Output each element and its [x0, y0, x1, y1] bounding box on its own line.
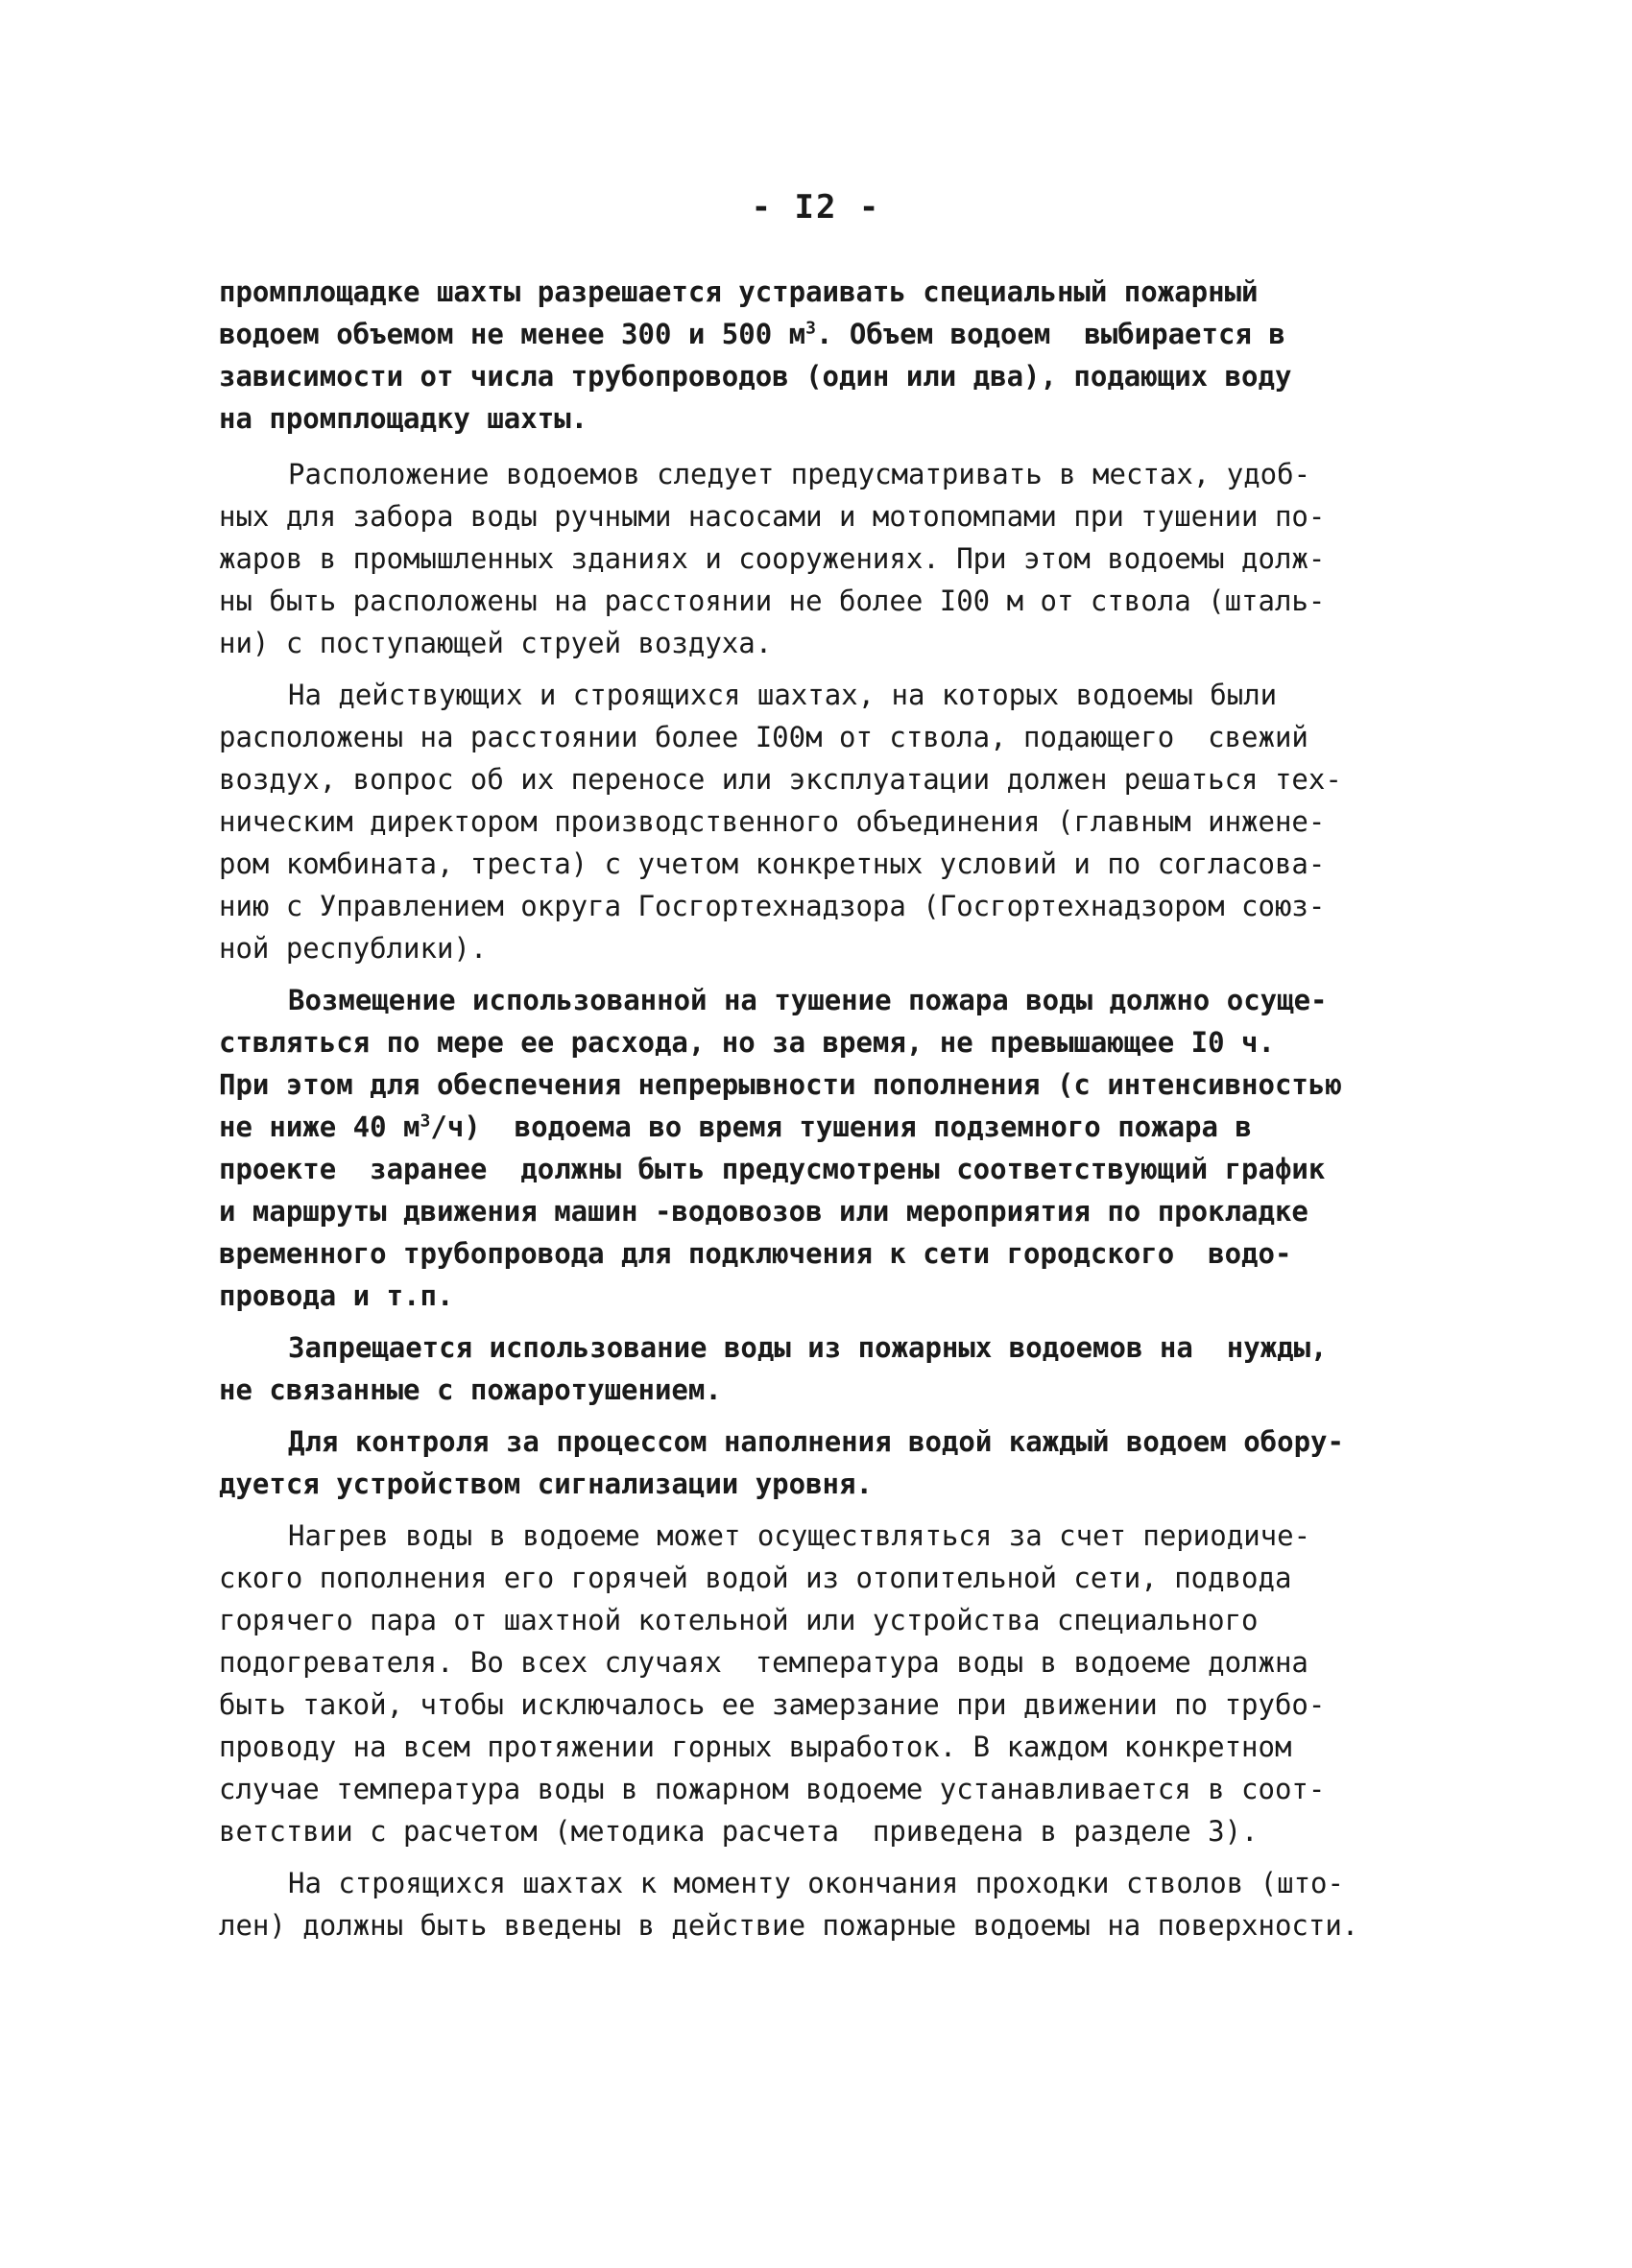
paragraph-7-line-5: быть такой, чтобы исключалось ее замерзание при движении по трубо- [219, 1688, 1326, 1721]
paragraph-4-line-4-tail: /ч) водоема во время тушения подземного пожара в [430, 1110, 1252, 1143]
document-body [219, 271, 1419, 1956]
paragraph-2-line-5: ни) с поступающей струей воздуха. [219, 627, 773, 659]
paragraph-8-line-2: лен) должны быть введены в действие пожарные водоемы на поверхности. [219, 1909, 1359, 1942]
paragraph-3-line-4: ническим директором производственного объединения (главным инжене- [219, 805, 1326, 838]
paragraph-7-line-6: проводу на всем протяжении горных выработок. В каждом конкретном [219, 1731, 1292, 1763]
paragraph-1-line-3: зависимости от числа трубопроводов (один или два), подающих воду [219, 360, 1292, 393]
paragraph-1-line-2 [219, 313, 1419, 355]
paragraph-3-line-2: расположены на расстоянии более I00м от ствола, подающего свежий [219, 721, 1308, 753]
paragraph-4-line-6: и маршруты движения машин -водовозов или мероприятия по прокладке [219, 1195, 1308, 1228]
page-number: - I2 - [751, 188, 881, 227]
paragraph-5-line-2: не связанные с пожаротушением. [219, 1373, 722, 1406]
paragraph-4-line-2: ствляться по мере ее расхода, но за время, не превышающее I0 ч. [219, 1026, 1275, 1059]
paragraph-7-line-1: Нагрев воды в водоеме может осуществляться за счет периодиче- [288, 1519, 1311, 1552]
paragraph-1-line-2-tail: . Объем водоем выбирается в [815, 318, 1285, 350]
paragraph-1-line-4: на промплощадку шахты. [219, 402, 588, 435]
paragraph-4 [219, 979, 1419, 1317]
paragraph-7-line-7: случае температура воды в пожарном водоеме устанавливается в соот- [219, 1773, 1326, 1805]
paragraph-8 [219, 1862, 1419, 1946]
paragraph-8-line-1: На строящихся шахтах к моменту окончания проходки стволов (што- [288, 1867, 1344, 1899]
paragraph-4-line-5: проекте заранее должны быть предусмотрены соответствующий график [219, 1153, 1326, 1185]
paragraph-4-line-1: Возмещение использованной на тушение пожара воды должно осуще- [288, 984, 1328, 1016]
paragraph-7 [219, 1515, 1419, 1852]
paragraph-1-line-2-text: водоем объемом не менее 300 и 500 м [219, 318, 806, 350]
paragraph-2-line-4: ны быть расположены на расстоянии не более I00 м от ствола (шталь- [219, 585, 1326, 617]
paragraph-4-line-7: временного трубопровода для подключения к сети городского водо- [219, 1237, 1292, 1270]
paragraph-5 [219, 1326, 1419, 1411]
paragraph-6 [219, 1420, 1419, 1505]
paragraph-1 [219, 271, 1419, 440]
paragraph-2-line-2: ных для забора воды ручными насосами и мотопомпами при тушении по- [219, 500, 1326, 533]
paragraph-4-line-4-text: не ниже 40 м [219, 1110, 420, 1143]
paragraph-2-line-1: Расположение водоемов следует предусматривать в местах, удоб- [288, 458, 1311, 490]
paragraph-3-line-3: воздух, вопрос об их переносе или эксплуатации должен решаться тех- [219, 763, 1342, 796]
paragraph-4-line-4 [219, 1106, 1419, 1148]
paragraph-6-line-1: Для контроля за процессом наполнения водой каждый водоем обору- [288, 1425, 1344, 1458]
paragraph-3-line-7: ной республики). [219, 932, 488, 965]
paragraph-7-line-2: ского пополнения его горячей водой из отопительной сети, подвода [219, 1562, 1292, 1594]
paragraph-1-line-1: промплощадке шахты разрешается устраивать специальный пожарный [219, 275, 1259, 308]
paragraph-3-line-1: На действующих и строящихся шахтах, на которых водоемы были [288, 679, 1278, 711]
paragraph-7-line-8: ветствии с расчетом (методика расчета приведена в разделе 3). [219, 1815, 1259, 1848]
superscript-cubic: 3 [805, 318, 816, 339]
paragraph-3-line-6: нию с Управлением округа Госгортехнадзора (Госгортехнадзором союз- [219, 890, 1326, 922]
paragraph-4-line-3: При этом для обеспечения непрерывности пополнения (с интенсивностью [219, 1068, 1342, 1101]
superscript-cubic-2: 3 [420, 1110, 431, 1132]
paragraph-2-line-3: жаров в промышленных зданиях и сооружениях. При этом водоемы долж- [219, 542, 1326, 575]
paragraph-3-line-5: ром комбината, треста) с учетом конкретных условий и по согласова- [219, 848, 1326, 880]
paragraph-5-line-1: Запрещается использование воды из пожарных водоемов на нужды, [288, 1331, 1328, 1364]
paragraph-3 [219, 674, 1419, 969]
paragraph-4-line-8: провода и т.п. [219, 1279, 454, 1312]
paragraph-2 [219, 453, 1419, 664]
paragraph-7-line-4: подогревателя. Во всех случаях температура воды в водоеме должна [219, 1646, 1308, 1679]
paragraph-6-line-2: дуется устройством сигнализации уровня. [219, 1468, 873, 1500]
paragraph-7-line-3: горячего пара от шахтной котельной или устройства специального [219, 1604, 1259, 1636]
